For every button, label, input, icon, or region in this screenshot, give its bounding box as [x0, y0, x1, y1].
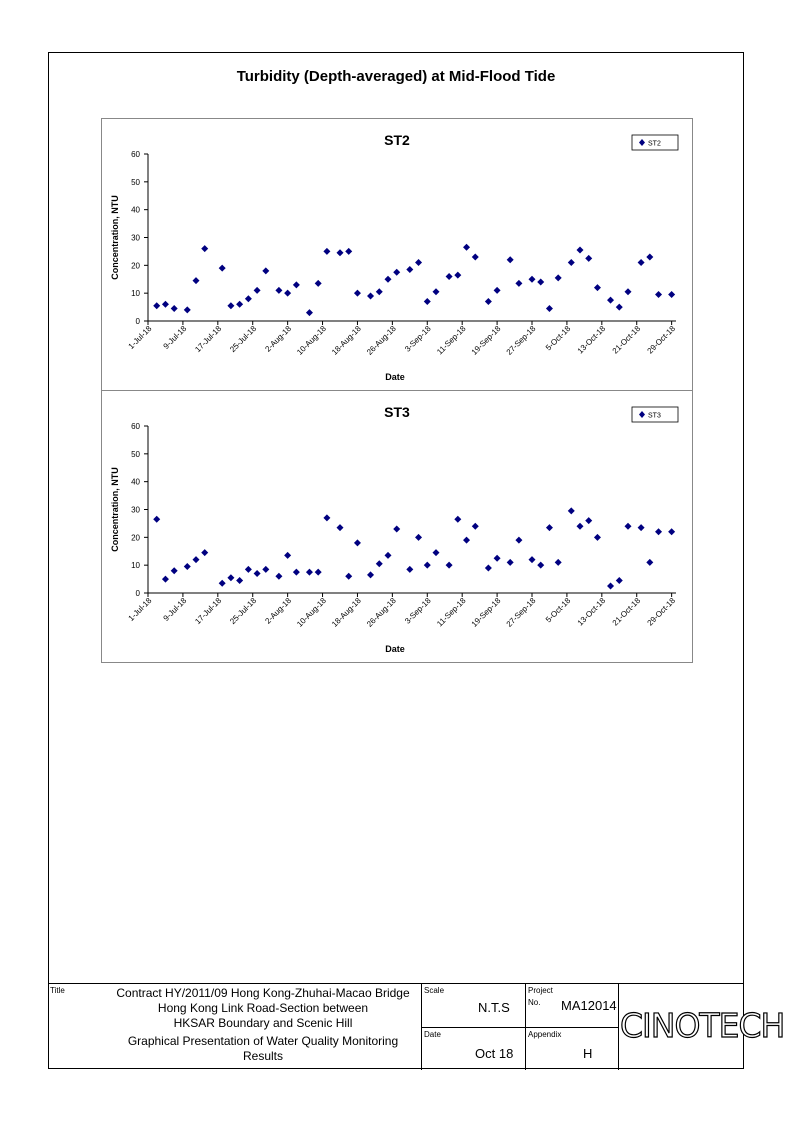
- data-point: [385, 552, 392, 559]
- data-point: [393, 525, 400, 532]
- x-tick-label: 10-Aug-18: [295, 324, 328, 357]
- y-tick-label: 0: [135, 589, 140, 598]
- data-point: [315, 569, 322, 576]
- data-point: [354, 290, 361, 297]
- x-tick-label: 1-Jul-18: [126, 596, 154, 623]
- contract-title-line: Contract HY/2011/09 Hong Kong-Zhuhai-Macao Bridge: [116, 986, 410, 1000]
- x-tick-label: 3-Sep-18: [403, 596, 433, 626]
- y-axis-label: Concentration, NTU: [110, 467, 120, 552]
- y-tick-label: 30: [131, 233, 140, 243]
- data-point: [454, 272, 461, 279]
- data-point: [577, 523, 584, 530]
- data-point: [454, 516, 461, 523]
- data-point: [494, 555, 501, 562]
- data-point: [485, 564, 492, 571]
- chart-st3: [101, 390, 693, 662]
- x-tick-label: 19-Sep-18: [469, 324, 503, 357]
- data-point: [537, 279, 544, 286]
- scale-label: Scale: [424, 986, 445, 995]
- data-point: [275, 573, 282, 580]
- data-point: [424, 298, 431, 305]
- data-point: [201, 245, 208, 252]
- x-tick-label: 18-Aug-18: [330, 324, 363, 357]
- data-point: [354, 539, 361, 546]
- data-point: [472, 253, 479, 260]
- data-point: [507, 559, 514, 566]
- project-number: MA12014: [561, 998, 617, 1013]
- data-point: [406, 266, 413, 273]
- data-point: [323, 248, 330, 255]
- y-tick-label: 20: [131, 533, 140, 543]
- data-point: [227, 574, 234, 581]
- data-point: [616, 304, 623, 311]
- data-point: [594, 534, 601, 541]
- data-point: [254, 287, 261, 294]
- title-block: [48, 983, 785, 1069]
- data-point: [638, 259, 645, 266]
- data-point: [337, 249, 344, 256]
- data-point: [262, 267, 269, 274]
- x-tick-label: 19-Sep-18: [469, 596, 503, 629]
- data-point: [616, 577, 623, 584]
- data-point: [638, 524, 645, 531]
- project-label: Project: [528, 986, 553, 995]
- data-point: [385, 276, 392, 283]
- legend-label: ST3: [648, 412, 661, 420]
- x-tick-label: 27-Sep-18: [504, 324, 538, 357]
- data-point: [376, 560, 383, 567]
- data-point: [472, 523, 479, 530]
- data-point: [646, 559, 653, 566]
- data-point: [529, 276, 536, 283]
- data-point: [245, 295, 252, 302]
- data-point: [337, 524, 344, 531]
- data-point: [406, 566, 413, 573]
- contract-title-line: HKSAR Boundary and Scenic Hill: [173, 1016, 353, 1030]
- x-tick-label: 21-Oct-18: [610, 324, 643, 356]
- data-point: [546, 305, 553, 312]
- data-point: [275, 287, 282, 294]
- data-point: [153, 516, 160, 523]
- x-tick-label: 13-Oct-18: [575, 324, 608, 356]
- data-point: [236, 577, 243, 584]
- data-point: [594, 284, 601, 291]
- data-point: [446, 273, 453, 280]
- x-tick-label: 11-Sep-18: [435, 324, 468, 357]
- data-point: [546, 524, 553, 531]
- document-subtitle: [108, 1034, 418, 1064]
- y-tick-label: 10: [131, 289, 140, 299]
- data-point: [463, 537, 470, 544]
- data-point: [507, 256, 514, 263]
- y-tick-label: 50: [131, 177, 140, 187]
- data-point: [494, 287, 501, 294]
- data-point: [585, 517, 592, 524]
- x-tick-label: 2-Aug-18: [263, 596, 294, 626]
- data-point: [219, 265, 226, 272]
- data-point: [184, 306, 191, 313]
- x-tick-label: 17-Jul-18: [193, 596, 224, 627]
- data-point: [171, 567, 178, 574]
- x-tick-label: 18-Aug-18: [330, 596, 363, 629]
- data-point: [254, 570, 261, 577]
- contract-title: [108, 986, 418, 1031]
- data-point: [193, 556, 200, 563]
- data-point: [293, 281, 300, 288]
- scale-value: N.T.S: [478, 1000, 510, 1015]
- data-point: [184, 563, 191, 570]
- tb-divider: [618, 984, 619, 1070]
- x-tick-label: 5-Oct-18: [543, 324, 573, 353]
- subtitle-line: Graphical Presentation of Water Quality Monitoring: [127, 1034, 399, 1048]
- page-title: Turbidity (Depth-averaged) at Mid-Flood Tide: [236, 68, 556, 85]
- x-tick-label: 27-Sep-18: [504, 596, 538, 629]
- data-point: [245, 566, 252, 573]
- data-point: [515, 280, 522, 287]
- y-tick-label: 40: [131, 477, 140, 487]
- y-tick-label: 20: [131, 261, 140, 271]
- data-point: [568, 259, 575, 266]
- data-point: [607, 583, 614, 590]
- y-tick-label: 40: [131, 205, 140, 215]
- data-point: [306, 569, 313, 576]
- data-point: [193, 277, 200, 284]
- x-tick-label: 3-Sep-18: [403, 324, 433, 354]
- data-point: [485, 298, 492, 305]
- x-tick-label: 25-Jul-18: [228, 596, 259, 627]
- y-tick-label: 30: [131, 505, 140, 515]
- data-point: [555, 559, 562, 566]
- data-point: [433, 549, 440, 556]
- data-point: [625, 288, 632, 295]
- project-no-label: No.: [528, 998, 541, 1007]
- date-label: Date: [424, 1030, 441, 1039]
- data-point: [236, 301, 243, 308]
- data-point: [424, 562, 431, 569]
- x-tick-label: 1-Jul-18: [126, 324, 154, 351]
- x-tick-label: 10-Aug-18: [295, 596, 328, 629]
- data-point: [323, 514, 330, 521]
- data-point: [529, 556, 536, 563]
- data-point: [315, 280, 322, 287]
- data-point: [463, 244, 470, 251]
- data-point: [668, 528, 675, 535]
- subtitle-line: Results: [242, 1049, 283, 1063]
- x-tick-label: 17-Jul-18: [193, 324, 224, 355]
- data-point: [162, 576, 169, 583]
- data-point: [577, 247, 584, 254]
- data-point: [555, 274, 562, 281]
- y-tick-label: 0: [135, 317, 140, 326]
- data-point: [515, 537, 522, 544]
- data-point: [367, 292, 374, 299]
- y-tick-label: 60: [131, 422, 140, 431]
- x-tick-label: 5-Oct-18: [543, 596, 573, 625]
- data-point: [219, 580, 226, 587]
- date-value: Oct 18: [475, 1046, 514, 1061]
- data-point: [367, 571, 374, 578]
- appendix-value: H: [583, 1046, 593, 1061]
- data-point: [537, 562, 544, 569]
- data-point: [393, 269, 400, 276]
- appendix-label: Appendix: [528, 1030, 562, 1039]
- data-point: [415, 259, 422, 266]
- data-point: [171, 305, 178, 312]
- cinotech-logo: CINOTECH: [620, 1006, 785, 1045]
- data-point: [153, 302, 160, 309]
- data-point: [284, 290, 291, 297]
- data-point: [625, 523, 632, 530]
- y-tick-label: 50: [131, 449, 140, 459]
- chart-st2: [101, 118, 693, 390]
- y-tick-label: 10: [131, 561, 140, 571]
- data-point: [646, 253, 653, 260]
- x-tick-label: 29-Oct-18: [645, 324, 678, 356]
- x-tick-label: 2-Aug-18: [263, 324, 294, 354]
- data-point: [262, 566, 269, 573]
- data-point: [655, 291, 662, 298]
- x-axis-label: Date: [385, 372, 405, 382]
- data-point: [345, 248, 352, 255]
- x-tick-label: 29-Oct-18: [645, 596, 678, 628]
- chart-title: ST2: [384, 132, 410, 148]
- data-point: [568, 507, 575, 514]
- x-tick-label: 26-Aug-18: [364, 596, 398, 629]
- data-point: [655, 528, 662, 535]
- data-point: [446, 562, 453, 569]
- data-point: [376, 288, 383, 295]
- data-point: [293, 569, 300, 576]
- x-axis-label: Date: [385, 644, 405, 654]
- data-point: [607, 297, 614, 304]
- contract-title-line: Hong Kong Link Road-Section between: [157, 1001, 369, 1015]
- data-point: [433, 288, 440, 295]
- tb-divider: [421, 1027, 618, 1028]
- data-point: [345, 573, 352, 580]
- y-axis-label: Concentration, NTU: [110, 195, 120, 280]
- x-tick-label: 11-Sep-18: [435, 596, 468, 629]
- data-point: [284, 552, 291, 559]
- x-tick-label: 13-Oct-18: [575, 596, 608, 628]
- chart-title: ST3: [384, 404, 410, 420]
- data-point: [668, 291, 675, 298]
- y-tick-label: 60: [131, 150, 140, 159]
- x-tick-label: 26-Aug-18: [364, 324, 398, 357]
- title-label: Title: [50, 986, 65, 995]
- x-tick-label: 21-Oct-18: [610, 596, 643, 628]
- x-tick-label: 9-Jul-18: [161, 596, 189, 623]
- data-point: [227, 302, 234, 309]
- x-tick-label: 25-Jul-18: [228, 324, 259, 355]
- data-point: [162, 301, 169, 308]
- data-point: [201, 549, 208, 556]
- data-point: [415, 534, 422, 541]
- data-point: [585, 255, 592, 262]
- legend-label: ST2: [648, 140, 661, 148]
- data-point: [306, 309, 313, 316]
- x-tick-label: 9-Jul-18: [161, 324, 189, 351]
